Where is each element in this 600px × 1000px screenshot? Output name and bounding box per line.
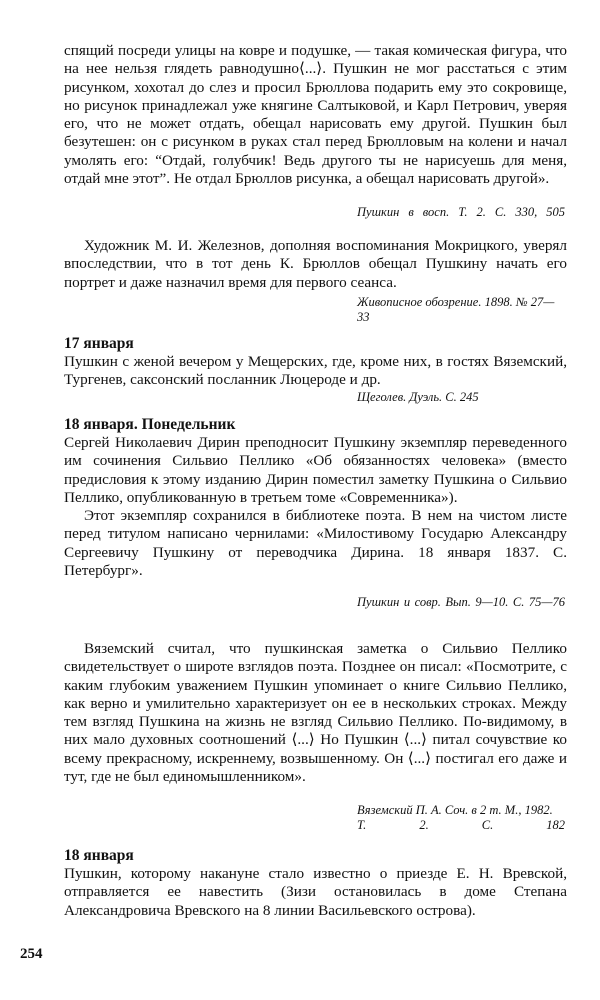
text-block-1 (64, 42, 567, 188)
source-citation: Вяземский П. А. Соч. в 2 т. М., 1982. Т. 2. С. 182 (357, 803, 565, 832)
source-note-5 (357, 803, 565, 833)
date-heading: 17 января (64, 335, 134, 352)
paragraph-meshchersky: Пушкин с женой вечером у Мещерских, где, кроме них, в гостях Вяземский, Тургенев, саксонский посланник Люцероде и др. (64, 353, 567, 389)
source-citation: Пушкин и совр. Вып. 9—10. С. 75—76 (357, 595, 565, 609)
source-note-4 (357, 595, 565, 610)
paragraph-bryullov-drawing: спящий посреди улицы на ковре и подушке, — такая комическая фигура, что на нее нельзя глядеть равнодушно⟨...⟩. Пушкин не мог расстаться с этим рисунком, хохотал до слез и просил Брюллова подарить ему это сокровище, но рисунок принадлежал уже княгине Салтыковой, и Карл Петрович, уверяя его, что не может отдать, обещал нарисовать ему другой. Пушкин был безутешен: он с рисунком в руках стал перед Брюлловым на колени и начал умолять его: “Отдай, голубчик! Ведь другого ты не нарисуешь для меня, отдай мне этот”. Не отдал Брюллов рисунка, а обещал нарисовать другой». (64, 42, 567, 188)
paragraph-vyazemsky: Вяземский считал, что пушкинская заметка о Сильвио Пеллико свидетельствует о широте взглядов поэта. Позднее он писал: «Посмотрите, с каким глубоким уважением Пушкин упоминает о книге Сильвио Пеллико, как верно и умилительно характеризует он ее в нескольких строках. Между тем взгляд Пушкина на жизнь не взгляд Сильвио Пеллико. По-видимому, в них мало духовных соотношений ⟨...⟩ Но Пушкин ⟨...⟩ питал сочувствие ко всему прекрасному, искреннему, возвышенному. Он ⟨...⟩ постигал его даже и тут, где не был единомышленником». (64, 640, 567, 786)
page-number: 254 (20, 946, 43, 962)
entry-jan-17 (64, 335, 567, 390)
source-citation: Живописное обозрение. 1898. № 27—33 (357, 295, 555, 324)
source-citation: Пушкин в восп. Т. 2. С. 330, 505 (357, 205, 565, 219)
paragraph-dirin-inscription: Этот экземпляр сохранился в библиотеке поэта. В нем на чистом листе перед титулом написано чернилами: «Милостивому Государю Александру Сергеевичу Пушкину от переводчика Дирина. 18 января 1837. С. Петербург». (64, 507, 567, 580)
paragraph-dirin-gift: Сергей Николаевич Дирин преподносит Пушкину экземпляр переведенного им сочинения Сильвио Пеллико «Об обязанностях человека» (вместо предисловия к этому изданию Дирин поместил заметку Пушкина о Сильвио Пеллико, опубликованную в третьем томе «Современника»). (64, 434, 567, 506)
date-heading: 18 января. Понедельник (64, 416, 236, 433)
paragraph-zheleznov: Художник М. И. Железнов, дополняя воспоминания Мокрицкого, уверял впоследствии, что в тот день К. Брюллов обещал Пушкину начать его портрет и даже назначил время для первого сеанса. (64, 237, 567, 291)
paragraph-vrevskaya: Пушкин, которому накануне стало известно о приезде Е. Н. Вревской, отправляется ее навестить (Зизи остановилась в доме Степана Александровича Вревского на 8 линии Васильевского острова). (64, 865, 567, 919)
source-note-3 (357, 390, 565, 405)
date-heading: 18 января (64, 847, 134, 864)
text-block-vyazemsky (64, 640, 567, 786)
source-note-2 (357, 295, 565, 325)
entry-jan-18-monday (64, 416, 567, 580)
source-citation: Щеголев. Дуэль. С. 245 (357, 390, 479, 404)
source-note-1 (357, 205, 565, 220)
entry-jan-18 (64, 847, 567, 920)
text-block-2 (64, 237, 567, 292)
